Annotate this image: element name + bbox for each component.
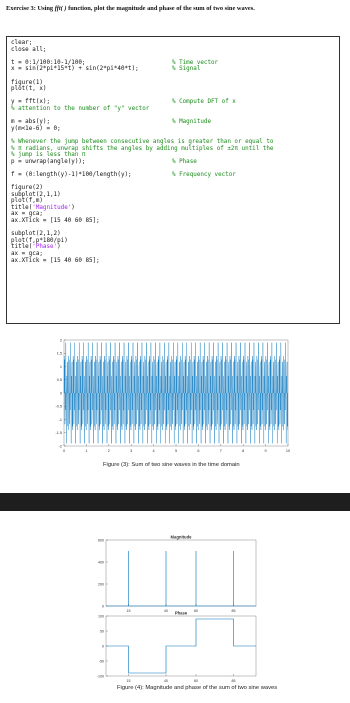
- code-line: [11, 159, 273, 166]
- code-comment: % Magnitude: [172, 119, 212, 126]
- code-line: [11, 185, 273, 192]
- code-statement: ax.XTick = [15 40 60 85];: [11, 257, 100, 264]
- y-tick-label: 0: [59, 391, 62, 396]
- y-tick-label: -2: [58, 444, 62, 449]
- code-line: [11, 93, 273, 100]
- y-tick-label: -1.5: [55, 431, 62, 436]
- y-tick-label: 0: [102, 604, 104, 609]
- magnitude-title: Magnitude: [170, 534, 192, 540]
- title-function: fft( ): [54, 5, 67, 12]
- code-statement: f = (0:length(y)-1)*100/length(y);: [11, 171, 132, 178]
- code-line: [11, 80, 273, 87]
- code-statement: title('Magnitude'): [11, 204, 75, 211]
- figure-4: [0, 520, 350, 700]
- x-tick-label: 5: [174, 449, 178, 453]
- code-statement: plot(t, x): [11, 86, 47, 93]
- code-statement: ax = gca;: [11, 211, 43, 218]
- code-line: [11, 211, 273, 218]
- y-tick-label: 2: [59, 338, 62, 343]
- code-statement: m = abs(y);: [11, 119, 51, 126]
- code-statement: plot(f,m): [11, 198, 43, 205]
- code-line: [11, 106, 273, 113]
- code-statement: figure(1): [11, 79, 43, 86]
- code-statement: % Whenever the jump between consecutive angles is greater than or equal to: [11, 138, 274, 145]
- code-line: [11, 66, 273, 73]
- code-line: [11, 225, 273, 232]
- exercise-title: [6, 4, 346, 13]
- code-line: [11, 205, 273, 212]
- code-statement: subplot(2,1,2): [11, 231, 61, 238]
- code-line: [11, 152, 273, 159]
- y-tick-label: 0: [102, 644, 104, 649]
- x-tick-label: 0: [62, 449, 66, 453]
- code-line: [11, 53, 273, 60]
- y-tick-label: 600: [98, 538, 104, 543]
- magnitude-phase-chart: [0, 520, 350, 684]
- y-tick-label: 1: [59, 364, 62, 369]
- x-tick-label: 40: [164, 609, 168, 613]
- code-statement: y = fft(x);: [11, 99, 51, 106]
- code-statement: % jump is less than π: [11, 152, 86, 159]
- code-line: [11, 251, 273, 258]
- code-line: [11, 238, 273, 245]
- code-line: [11, 119, 273, 126]
- y-tick-label: 100: [98, 614, 104, 619]
- code-line: [11, 165, 273, 172]
- code-statement: % attention to the number of "y" vector: [11, 105, 150, 112]
- code-comment: % Signal: [172, 66, 201, 73]
- code-line: [11, 172, 273, 179]
- code-line: [11, 99, 273, 106]
- code-statement: ax.XTick = [15 40 60 85];: [11, 218, 100, 225]
- y-tick-label: -50: [98, 659, 104, 664]
- x-tick-label: 85: [231, 679, 236, 683]
- code-statement: plot(f,p*180/pi): [11, 237, 68, 244]
- time-domain-chart: [0, 332, 350, 460]
- code-statement: t = 0:1/100:10-1/100;: [11, 59, 86, 66]
- string-literal: 'Magnitude': [32, 204, 72, 211]
- code-statement: clear;: [11, 40, 33, 46]
- x-tick-label: 15: [126, 609, 131, 613]
- code-statement: figure(2): [11, 185, 43, 192]
- code-statement: close all;: [11, 46, 47, 53]
- figure-3-caption: Figure (3): Sum of two sine waves in the time domain: [103, 462, 240, 468]
- x-tick-label: 8: [242, 449, 245, 453]
- code-line: [11, 47, 273, 54]
- y-tick-label: 0.5: [56, 378, 62, 383]
- string-literal: 'Phase': [32, 244, 58, 251]
- code-statement: ax = gca;: [11, 251, 43, 257]
- x-tick-label: 10: [285, 449, 291, 453]
- code-statement: x = sin(2*pi*15*t) + sin(2*pi*40*t);: [11, 66, 139, 73]
- code-statement: p = unwrap(angle(y));: [11, 158, 86, 165]
- code-line: [11, 40, 273, 47]
- y-tick-label: -100: [96, 674, 104, 679]
- x-tick-label: 4: [152, 449, 155, 453]
- code-statement: title('Phase'): [11, 244, 61, 251]
- x-tick-label: 60: [194, 609, 198, 613]
- x-tick-label: 40: [164, 679, 168, 683]
- y-tick-label: 400: [98, 560, 104, 565]
- code-line: [11, 258, 273, 265]
- figure-4-caption: Figure (4): Magnitude and phase of the sum of two sine waves: [117, 685, 278, 691]
- phase-title: Phase: [174, 610, 188, 616]
- code-line: [11, 113, 273, 120]
- code-line: [11, 132, 273, 139]
- x-tick-label: 2: [107, 449, 110, 453]
- code-line: [11, 146, 273, 153]
- code-statement: subplot(2,1,1): [11, 191, 61, 198]
- code-statement: y(m<1e-6) = 0;: [11, 125, 61, 132]
- code-line: [11, 60, 273, 67]
- code-line: [11, 218, 273, 225]
- title-suffix: function, plot the magnitude and phase of the sum of two sine waves.: [66, 5, 255, 12]
- code-line: [11, 244, 273, 251]
- separator-band: [0, 493, 350, 511]
- code-line: [11, 73, 273, 80]
- y-tick-label: -1: [58, 417, 62, 422]
- x-tick-label: 3: [130, 449, 133, 453]
- x-tick-label: 60: [194, 679, 198, 683]
- code-line: [11, 198, 273, 205]
- code-statement: % π radians, unwrap shifts the angles by adding multiples of ±2π until the: [11, 145, 274, 152]
- title-prefix: Exercise 3: Using: [6, 5, 55, 12]
- x-tick-label: 85: [231, 609, 236, 613]
- x-tick-label: 9: [264, 449, 267, 453]
- code-line: [11, 192, 273, 199]
- y-tick-label: 200: [98, 582, 104, 587]
- x-tick-label: 6: [197, 449, 200, 453]
- y-tick-label: 50: [100, 629, 104, 634]
- code-comment: % Time vector: [172, 59, 219, 66]
- x-tick-label: 1: [85, 449, 88, 453]
- x-tick-label: 7: [219, 449, 222, 453]
- code-line: [11, 231, 273, 238]
- code-line: [11, 139, 273, 146]
- code-comment: % Phase: [172, 158, 197, 165]
- code-text: [11, 40, 273, 264]
- code-line: [11, 178, 273, 185]
- y-tick-label: -0.5: [55, 404, 62, 409]
- code-comment: % Compute DFT of x: [172, 99, 236, 106]
- x-tick-label: 15: [126, 679, 131, 683]
- code-listing: [6, 36, 340, 324]
- code-line: [11, 126, 273, 133]
- figure-3: [0, 332, 350, 472]
- code-comment: % Frequency vector: [172, 171, 236, 178]
- code-line: [11, 86, 273, 93]
- y-tick-label: 1.5: [56, 351, 62, 356]
